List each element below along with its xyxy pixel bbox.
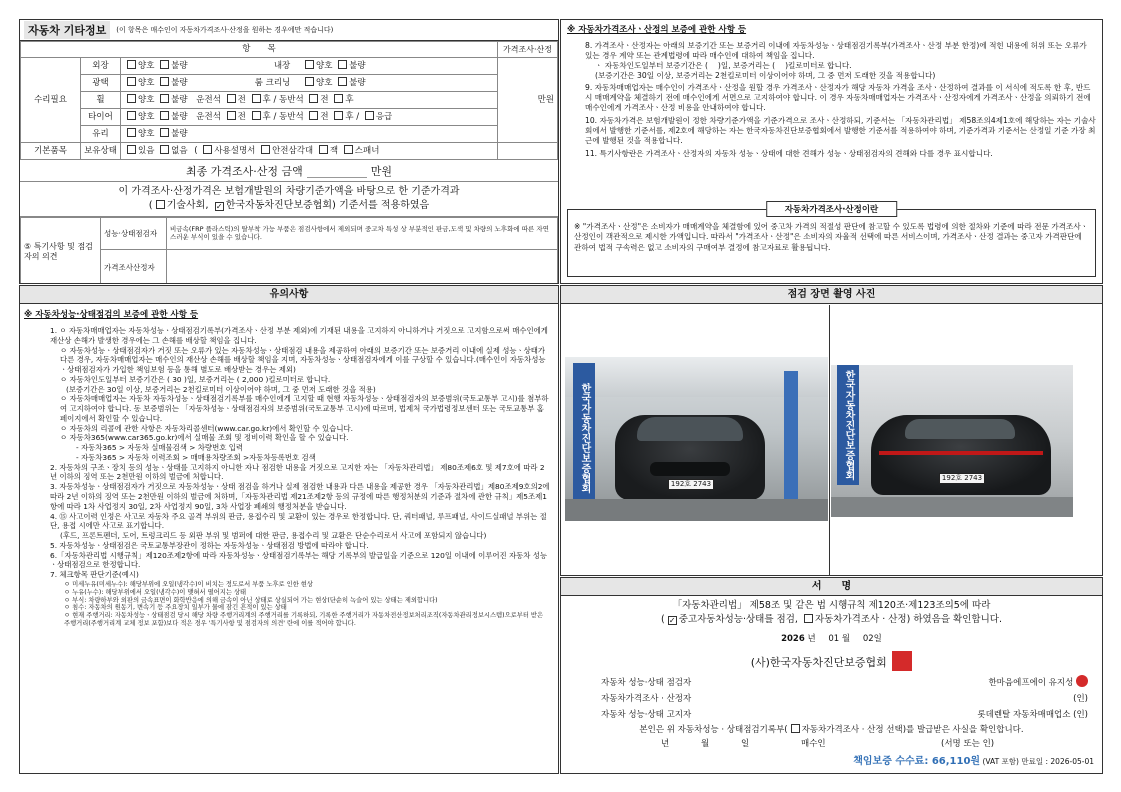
lift-pillar: 한국자동차진단보증협회 — [837, 365, 859, 485]
note-1h: - 자동차365 > 자동차 실매물검색 > 차량번호 입력 — [76, 443, 243, 453]
buyer-label: 매수인 — [801, 739, 826, 749]
price-definition-title: 자동차가격조사·산정이란 — [766, 201, 898, 217]
date-day: 02 — [862, 634, 874, 644]
price-guarantee-list — [567, 41, 1096, 158]
tire-pass-front-checkbox[interactable] — [309, 111, 318, 120]
good-label: 양호 — [138, 78, 155, 89]
vehicle-info-table — [20, 41, 558, 160]
manual-label: 사용설명서 — [214, 146, 256, 157]
photo-frame-left — [561, 305, 830, 576]
tire-driver-rear-checkbox[interactable] — [252, 111, 261, 120]
criteria-list — [20, 580, 558, 628]
statement-line1: 「자동차관리법」 제58조 및 같은 법 시행규칙 제120조·제123조의5에 따라 — [672, 600, 991, 611]
tail-light — [879, 451, 1043, 455]
tire-pass-rear-checkbox[interactable] — [334, 111, 343, 120]
note-1d: (보증기간은 30일 이상, 보증거리는 2천킬로미터 이상이어야 하며, 그 중 먼저 도래한 것을 적용) — [66, 384, 376, 394]
date-day-unit: 일 — [873, 634, 882, 644]
used-car-check-label: 중고자동차성능·상태를 점검, — [678, 614, 798, 625]
price-definition-box — [567, 205, 1096, 277]
front-label: 전 — [320, 95, 329, 106]
receipt-price-checkbox[interactable] — [791, 724, 800, 733]
car-grille — [650, 462, 730, 476]
wheel-label: 휠 — [81, 92, 121, 109]
front-label: 전 — [237, 95, 246, 106]
tire-spare-checkbox[interactable] — [365, 111, 374, 120]
gloss-row — [121, 75, 498, 92]
inspector-opinion-label: 성능·상태점검자 — [101, 218, 167, 250]
note-1f: ㅇ 자동차의 리콜에 관한 사항은 자동차리콜센터(www.car.go.kr)에서 확인할 수 있습니다. — [60, 423, 353, 433]
wheel-good-checkbox[interactable] — [127, 94, 136, 103]
price-guarantee-title: ※ 자동차가격조사ㆍ산정의 보증에 관한 사항 등 — [567, 25, 747, 35]
passenger-side-label: 동반석 — [279, 95, 304, 106]
exterior-bad-checkbox[interactable] — [160, 60, 169, 69]
gloss-good-checkbox[interactable] — [127, 77, 136, 86]
glass-good-checkbox[interactable] — [127, 128, 136, 137]
good-label: 양호 — [138, 95, 155, 106]
signature-date — [561, 632, 1102, 644]
jack-label: 잭 — [329, 146, 339, 157]
inspector-row — [601, 675, 1088, 691]
license-plate-front: 192호 2743 — [668, 479, 714, 490]
tire-row: 양호 불량 운전석 전 후 / 동반석 전 후 / 응급 — [121, 109, 498, 126]
bad-label: 불량 — [171, 112, 188, 123]
rear-label: 후 — [262, 112, 271, 123]
license-plate-rear: 192호 2743 — [939, 473, 985, 484]
interior-good-checkbox[interactable] — [305, 60, 314, 69]
note-1e: ㅇ 자동차매매업자는 자동차 자동차성능ㆍ상태점검기록부를 매수인에게 고지할 때 현행 자동차성능ㆍ상태점검자의 보증범위(국토교통부 고시)를 첨부하여 고지하여야 합니다. 동 보증범위는 「자동차성능ㆍ상태점검자의 보증범위(국토교통부 고시)에 따르며, 법제처 국가법령정보센터 또는 국토교통부 홈페이지에서 확인할 수 있습니다. — [60, 394, 549, 423]
criteria-2: ㅇ 누유(누수): 해당부위에서 오일(냉각수)이 맺혀서 떨어지는 상태 — [64, 588, 247, 596]
vehicle-other-info-note: (이 항목은 매수인이 자동차가격조사·산정을 원하는 경우에만 적습니다) — [116, 26, 334, 34]
inspector-sign-label: 자동차 성능·상태 점검자 — [601, 678, 692, 688]
guarantee-item-8a: ㆍ 자동차인도일부터 보증기간은 ( )일, 보증거리는 ( )킬로미터로 합니다. — [595, 60, 852, 70]
interior-bad-checkbox[interactable] — [338, 60, 347, 69]
basic-items-price — [498, 143, 558, 160]
room-cleaning-label: 룸 크리닝 — [254, 78, 291, 89]
wheel-driver-rear-checkbox[interactable] — [252, 94, 261, 103]
note-1i: - 자동차365 > 자동차 이력조회 > 매매용차량조회 >자동차등록번호 검색 — [76, 452, 316, 462]
price-value: 만원 — [498, 58, 558, 143]
items-header: 항 목 — [21, 42, 498, 58]
basic-items-row: 있음 없음 ( 사용설명서 안전삼각대 잭 스패너 — [121, 143, 498, 160]
pricer-opinion-text — [167, 250, 558, 285]
spanner-checkbox[interactable] — [344, 145, 353, 154]
glass-bad-checkbox[interactable] — [160, 128, 169, 137]
rear-window — [905, 419, 1015, 439]
opinion-label: ⑤ 특기사항 및 점검자의 의견 — [21, 218, 101, 285]
buyer-month: 월 — [701, 739, 710, 749]
guarantee-item-8b: (보증기간은 30일 이상, 보증거리는 2천킬로미터 이상이어야 하며, 그 중 먼저 도래한 것을 적용합니다) — [595, 70, 936, 80]
price-header: 가격조사·산정 — [498, 42, 558, 58]
used-car-check-checkbox[interactable]: ✓ — [668, 616, 676, 625]
floor — [565, 499, 828, 521]
pricer-row — [601, 691, 1088, 707]
opinion-table — [20, 217, 558, 284]
final-price-label: 최종 가격조사·산정 금액 — [185, 164, 303, 178]
pricer-sign-label: 자동차가격조사 · 산정자 — [601, 694, 692, 704]
triangle-checkbox[interactable] — [261, 145, 270, 154]
photos-header: 점검 장면 촬영 사진 — [561, 286, 1102, 304]
fee-row — [561, 752, 1102, 767]
interior-label: 내장 — [273, 61, 291, 72]
good-label: 양호 — [138, 61, 155, 72]
good-label: 양호 — [315, 78, 333, 89]
notes-header: 유의사항 — [20, 286, 558, 304]
bad-label: 불량 — [171, 129, 188, 140]
note-7: 7. 체크항목 판단기준(예시) — [50, 570, 139, 580]
rear-label: 후 — [262, 95, 271, 106]
bad-label: 불량 — [171, 61, 188, 72]
lift-pillar-right — [784, 371, 798, 501]
signature-header: 서 명 — [561, 578, 1102, 596]
wheel-pass-rear-checkbox[interactable] — [334, 94, 343, 103]
holding-status-label: 보유상태 — [81, 143, 121, 160]
wheel-bad-checkbox[interactable] — [160, 94, 169, 103]
have-checkbox[interactable] — [127, 145, 136, 154]
note-6: 6.「자동차관리법 시행규칙」제120조제2항에 따라 자동차성능ㆍ상태점검기록부는 해당 기록부의 발급일을 기준으로 120일 이내에 이루어진 자동차 성능ㆍ상태점검으로 한정합니다. — [50, 550, 548, 570]
tech-society-checkbox[interactable] — [156, 200, 165, 209]
criteria-4: ㅇ 침수: 자동차의 원동기, 변속기 등 주요장치 일부가 물에 잠긴 흔적이 있는 상태 — [64, 604, 287, 612]
glass-label: 유리 — [81, 126, 121, 143]
note-4b: (후드, 프론트펜더, 도어, 트렁크리드 등 외판 부위 및 범퍼에 대한 판금, 용접수리 및 교환은 단순수리로서 사고에 포함되지 않습니다) — [60, 531, 487, 541]
price-guarantee-panel — [560, 19, 1103, 284]
bad-label: 불량 — [349, 78, 366, 89]
org-name: (사)한국자동차진단보증협회 — [750, 656, 887, 669]
pricer-sign-mark: (인) — [1073, 694, 1088, 704]
tire-bad-checkbox[interactable] — [160, 111, 169, 120]
buyer-year: 년 — [661, 739, 670, 749]
criteria-5: ㅇ 현재 주행거리: 자동차성능ㆍ상태점검 당시 해당 차량 주행거리계의 주행거리를 기록하되, 기록한 주행거리가 자동차전산정보처리조직(자동차관리정보시스템)으로부터 받은 주행거리(주행거리계 교체 정보 포함)보다 적은 경우 '특기사항 및 점검자의 의견' 란에 이를 적어야 합니다. — [64, 612, 544, 628]
photos-panel — [560, 285, 1103, 576]
exterior-row — [121, 58, 498, 75]
basis-open: ( — [148, 200, 153, 211]
wheel-row: 양호 불량 운전석 전 후 / 동반석 전 후 — [121, 92, 498, 109]
have-label: 있음 — [138, 146, 155, 157]
passenger-side-label: 동반석 — [279, 112, 304, 123]
photo-frame-right — [831, 305, 1103, 576]
fee-amount: 책임보증 수수료: 66,110원 — [853, 756, 981, 767]
vehicle-other-info-title: 자동차 기타정보 — [24, 21, 110, 39]
expiry-date: 만료일 : 2026-05-01 — [1021, 757, 1094, 766]
rear-label: 후 — [345, 112, 354, 123]
criteria-3: ㅇ 부식: 차량하부와 외판의 금속표면이 화학반응에 의해 금속이 아닌 상태로 상실되어 가는 현상(단순히 녹슬어 있는 상태는 제외합니다) — [64, 596, 438, 604]
price-check-checkbox[interactable] — [804, 614, 813, 623]
tech-society-label: 기술사회, — [166, 200, 209, 211]
guarantee-item-11: 11. 특기사항란은 가격조사ㆍ산정자의 자동차 성능ㆍ상태에 대한 견해가 성능ㆍ상태점검자의 견해와 다를 경우 표시합니다. — [585, 148, 993, 158]
notifier-sign-mark: (인) — [1073, 710, 1088, 720]
signature-statement — [561, 596, 1102, 627]
jack-checkbox[interactable] — [319, 145, 328, 154]
inspection-photo-front — [565, 357, 828, 521]
guarantee-item-8: 8. 가격조사ㆍ산정자는 아래의 보증기간 또는 보증거리 이내에 자동차성능ㆍ상태점검기록부(가격조사ㆍ산정 부분 한정)에 적힌 내용에 허위 또는 오류가 있는 경우 계약 또는 관계법령에 따라 매수인에 대하여 책임을 집니다. — [585, 41, 1087, 60]
basis-close: ) 기준서를 적용하였음 — [331, 200, 430, 211]
inspector-stamp — [1076, 675, 1088, 687]
none-label: 없음 — [171, 146, 188, 157]
spanner-label: 스패너 — [354, 146, 380, 157]
gloss-bad-checkbox[interactable] — [160, 77, 169, 86]
org-stamp — [892, 651, 912, 671]
rear-label: 후 — [345, 95, 354, 106]
notes-panel — [19, 285, 559, 774]
assoc-label: 한국자동차진단보증협회 — [225, 200, 332, 211]
exterior-label: 외장 — [81, 58, 121, 75]
front-label: 전 — [237, 112, 246, 123]
guarantee-item-9: 9. 자동차매매업자는 매수인이 가격조사ㆍ산정을 원할 경우 가격조사ㆍ산정자가 해당 자동차 가격을 조사ㆍ산정하여 결과를 이 서식에 적도록 한 후, 반드시 매매계약을 체결하기 전에 매수인에게 서면으로 고지하여야 합니다. 이 경우 자동차매매업자는 가격조사ㆍ산정자에게 가격조사ㆍ산정을 의뢰하기 전에 매수인에게 가격조사ㆍ산정 비용을 안내하여야 합니다. — [585, 83, 1091, 113]
note-1g: ㅇ 자동차365(www.car365.go.kr)에서 실매물 조회 및 정비이력 확인을 할 수 있습니다. — [60, 433, 349, 443]
note-1c: ㅇ 자동차인도일부터 보증기간은 ( 30 )일, 보증거리는 ( 2,000 )킬로미터로 합니다. — [60, 374, 331, 384]
note-1: 1. ㅇ 자동차매매업자는 자동차성능ㆍ상태점검기록부(가격조사ㆍ산정 부분 제외)에 기재된 내용을 고지하지 아니하거나 거짓으로 고지함으로써 매수인에게 재산상 손해가 발생한 경우에는 그 손해를 배상할 책임을 집니다. — [50, 326, 548, 345]
note-2: 2. 자동차의 구조ㆍ장치 등의 성능ㆍ상태를 고지하지 아니한 자나 점검한 내용을 거짓으로 고지한 자는 「자동차관리법」 제80조제6호 및 제7호에 따라 2년 이하의 징역 또는 2천만원 이하의 벌금에 처합니다. — [50, 462, 545, 482]
note-5: 5. 자동차성능ㆍ상태점검은 국토교통부장관이 정하는 자동차성능ㆍ상태점검 방법에 따라야 합니다. — [50, 540, 369, 550]
note-4: 4. ⑮ 사고이력 인정은 사고로 자동차 주요 골격 부위의 판금, 용접수리 및 교환이 있는 경우로 한정합니다. 단, 쿼터패널, 루프패널, 사이드실패널 부위는 절단, 용접 시에만 사고로 표기합니다. — [50, 511, 547, 531]
room-good-checkbox[interactable] — [305, 77, 314, 86]
statement-line2 — [561, 613, 1102, 627]
glass-row — [121, 126, 498, 143]
wheel-driver-front-checkbox[interactable] — [227, 94, 236, 103]
triangle-label: 안전삼각대 — [272, 146, 314, 157]
vehicle-other-info-header — [20, 20, 558, 41]
basis-statement — [20, 182, 558, 217]
vehicle-other-info-panel — [19, 19, 559, 284]
bad-label: 불량 — [171, 78, 188, 89]
org-line — [561, 651, 1102, 671]
final-price-unit: 만원 — [370, 164, 392, 178]
receipt-text2: 자동차가격조사 · 산정 선택)를 발급받은 사실을 확인합니다. — [801, 725, 1024, 735]
exterior-good-checkbox[interactable] — [127, 60, 136, 69]
good-label: 양호 — [138, 112, 155, 123]
good-label: 양호 — [315, 61, 333, 72]
buyer-sign[interactable]: (서명 또는 인) — [941, 739, 995, 749]
note-1b: ㅇ 자동차성능ㆍ상태점검자가 거짓 또는 오류가 있는 자동차성능ㆍ상태점검 내용을 제공하여 아래의 보증기간 또는 보증거리 이내에 실제 성능ㆍ상태가 다른 경우, 자동차매매업자는 매수인의 재산상 손해를 배상할 책임을 지며, 자동차성능ㆍ상태점검자에게 이를 구상할 수 있습니다.(매수인이 자동차성능ㆍ상태점검자가 가입한 책임보험 등을 통해 별도로 배상받는 경우는 제외) — [60, 345, 546, 375]
price-check-label: 자동차가격조사 · 산정) 하였음을 확인합니다. — [814, 614, 1002, 625]
inspector-opinion-text: 비금속(FRP 플라스틱)의 탈부착 가능 부품은 점검사항에서 제외되며 중고차 특성 상 부분적인 판금,도색 및 차량의 노후화에 따른 자연스러운 부식이 있을 수 있습니다. — [167, 218, 558, 250]
date-month-unit: 월 — [841, 634, 851, 644]
inspection-photo-rear — [831, 365, 1073, 517]
tire-driver-front-checkbox[interactable] — [227, 111, 236, 120]
none-checkbox[interactable] — [160, 145, 169, 154]
statement-open: ( — [661, 614, 665, 625]
receipt-text: 본인은 위 자동차성능 · 상태점검기록부( — [639, 725, 788, 735]
tire-good-checkbox[interactable] — [127, 111, 136, 120]
note-3: 3. 자동차성능ㆍ상태점검자가 거짓으로 자동차성능ㆍ상태 점검을 하거나 실제 점검한 내용과 다른 내용을 제공한 경우 「자동차관리법」제80조제9호의2에 따라 2년 이하의 징역 또는 2천만원 이하의 벌금에 처하며,「자동차관리법 제21조제2항 등의 규정에 따른 행정처분의 기준과 절차에 관한 규칙」제5조제1항에 따라 1차 사업정지 30일, 2차 사업정지 90일, 3차 사업장 폐쇄의 행정처분을 받습니다. — [50, 482, 550, 511]
spare-label: 응급 — [375, 112, 393, 123]
assoc-checkbox[interactable]: ✓ — [215, 202, 223, 211]
lift-pillar: 한국자동차진단보증협회 — [573, 363, 595, 513]
notifier-sign-label: 자동차 성능·상태 고지자 — [601, 710, 692, 720]
good-label: 양호 — [138, 129, 155, 140]
buyer-day: 일 — [741, 739, 750, 749]
signature-panel — [560, 577, 1103, 774]
date-month: 01 — [828, 634, 840, 644]
fee-vat: (VAT 포함) — [982, 757, 1019, 766]
bad-label: 불량 — [171, 95, 188, 106]
buyer-row — [561, 737, 1102, 751]
repair-needed-label: 수리필요 — [21, 58, 81, 143]
basis-line2 — [20, 199, 558, 213]
date-year-unit: 년 — [807, 634, 816, 644]
floor — [831, 497, 1073, 517]
price-definition-text: ※ "가격조사ㆍ산정"은 소비자가 매매계약을 체결함에 있어 중고차 가격의 적절성 판단에 참고할 수 있도록 법령에 의한 절차와 기준에 따라 전문 가격조사ㆍ산정인이 객관적으로 제시한 가액입니다. 따라서 "가격조사ㆍ산정"은 소비자의 자율적 선택에 따른 서비스이며, 가격조사ㆍ산정 결과는 중고자 가격판단에 관하여 법적 구속력은 없고 소비자의 구매여부 결정에 참고자료로 활용됩니다. — [574, 222, 1089, 252]
room-bad-checkbox[interactable] — [338, 77, 347, 86]
driver-side-label: 운전석 — [196, 112, 221, 123]
notifier-sign-name: 롯데렌탈 자동차매매업소 — [977, 710, 1071, 720]
wheel-pass-front-checkbox[interactable] — [309, 94, 318, 103]
bad-label: 불량 — [349, 61, 366, 72]
gloss-label: 광택 — [81, 75, 121, 92]
inspector-sign-name: 한마음에프에이 유지성 — [988, 678, 1074, 688]
receipt-line — [561, 723, 1102, 737]
manual-checkbox[interactable] — [203, 145, 212, 154]
final-price-row — [20, 160, 558, 182]
pricer-opinion-label: 가격조사산정자 — [101, 250, 167, 285]
tire-label: 타이어 — [81, 109, 121, 126]
driver-side-label: 운전석 — [196, 95, 221, 106]
final-price-input[interactable] — [307, 164, 367, 178]
criteria-1: ㅇ 미세누유(미세누수): 해당부위에 오일(냉각수)이 비치는 정도로서 부품 노후로 인한 현상 — [64, 580, 313, 588]
date-year: 2026 — [781, 634, 805, 644]
basis-line1: 이 가격조사·산정가격은 보험개발원의 차량기준가액을 바탕으로 한 기준가격과 — [118, 186, 460, 197]
basic-items-label: 기본품목 — [21, 143, 81, 160]
notes-subtitle: ※ 자동차성능·상태점검의 보증에 관한 사항 등 — [24, 310, 199, 320]
guarantee-item-10: 10. 자동차가격은 보험개발원이 정한 차량기준가액을 기준가격으로 조사ㆍ산정하되, 기준서는 「자동차관리법」 제58조의4제1호에 해당하는 자는 기술사회에서 발행한 기준서를, 제2호에 해당하는 자는 한국자동차진단보증협회에서 발행한 기준서를 적용하여야 하며, 기준가격과 기준서는 산정일 기준 가장 최근에 발행된 것을 적용합니다. — [585, 116, 1096, 145]
signers-block — [561, 671, 1102, 723]
notes-list — [20, 326, 558, 580]
front-label: 전 — [320, 112, 329, 123]
car-windshield — [637, 417, 743, 441]
notifier-row — [601, 707, 1088, 723]
